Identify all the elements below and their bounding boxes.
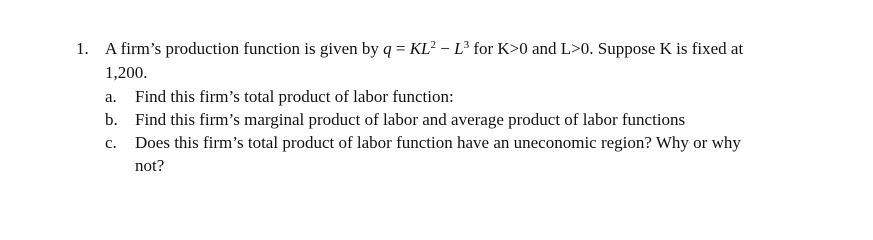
- formula-k-term: KL: [409, 39, 431, 58]
- subquestion-c-text: Does this firm’s total product of labor function have an uneconomic region? Why or why: [135, 133, 741, 152]
- formula-equals: =: [391, 39, 410, 58]
- subquestion-a-text: Find this firm’s total product of labor function:: [135, 87, 454, 106]
- subquestion-b-text: Find this firm’s marginal product of labor and average product of labor functions: [135, 110, 686, 129]
- formula-minus: −: [436, 39, 455, 58]
- formula-l-term: L: [454, 39, 464, 58]
- formula-lhs: q: [383, 39, 392, 58]
- subquestion-c-label: c.: [105, 133, 117, 152]
- subquestion-a-label: a.: [105, 87, 117, 106]
- question-number: 1.: [76, 39, 89, 58]
- formula-l-exponent: 3: [463, 39, 470, 51]
- question-text-before-formula: A firm’s production function is given by: [105, 39, 384, 58]
- question-text-line-1: [105, 38, 743, 60]
- question-text-after-formula: for K>0 and L>0. Suppose K is fixed at: [469, 39, 744, 58]
- subquestion-c-text-continued: not?: [135, 156, 165, 175]
- subquestion-b-label: b.: [105, 110, 118, 129]
- formula-k-exponent: 2: [430, 39, 436, 51]
- question-text-line-2: 1,200.: [105, 63, 148, 82]
